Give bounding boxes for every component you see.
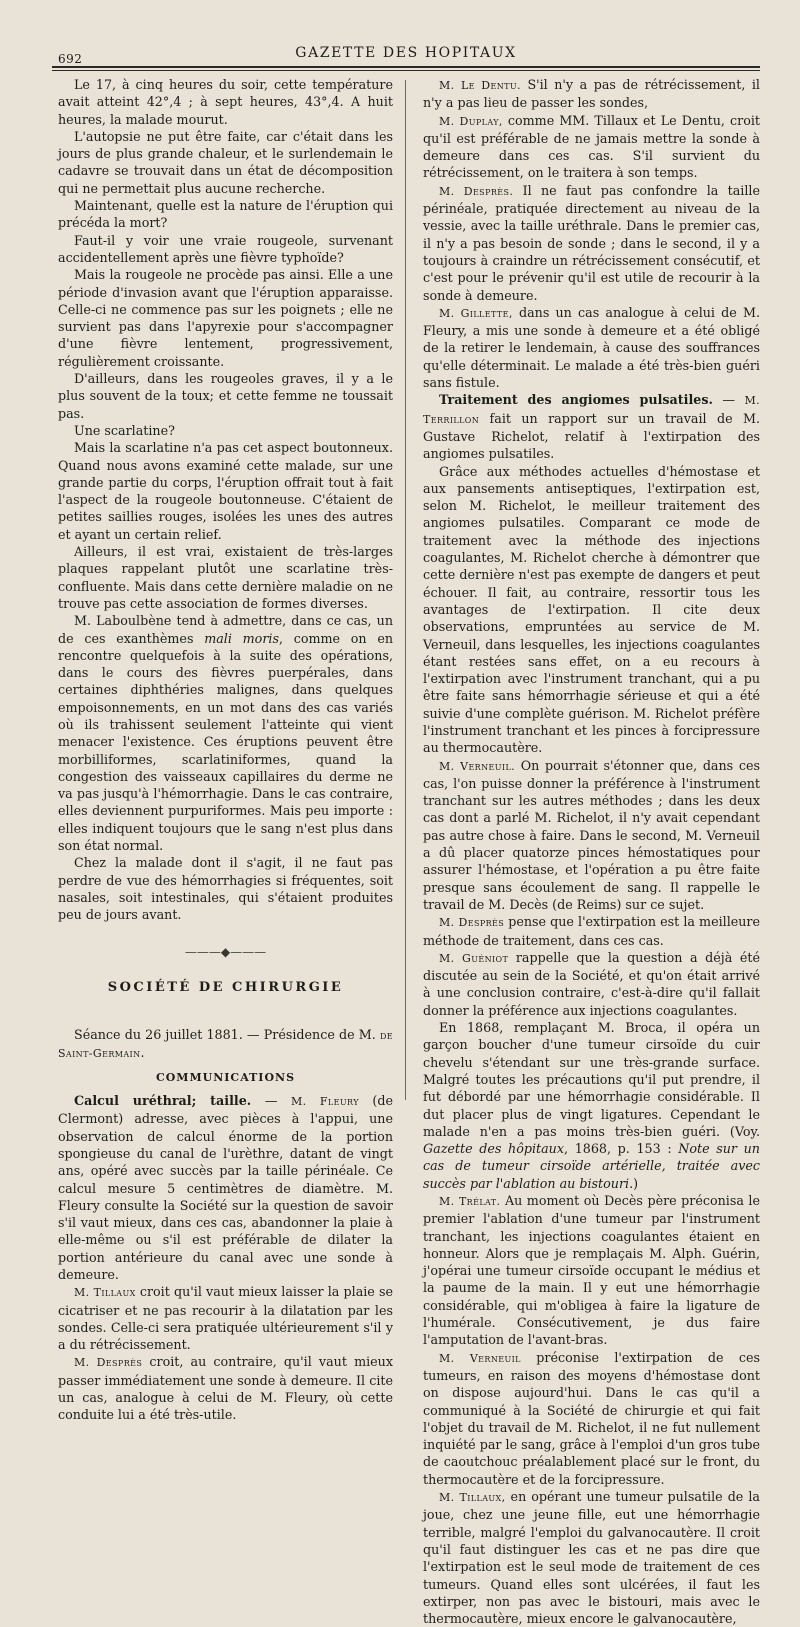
paragraph-text: M. Laboulbène tend à admettre, dans ce cas, un de ces exanthèmes (58, 613, 393, 646)
paragraph-text: fait un rapport sur un travail de M. Gustave Richelot, relatif à l'extirpation des angiomes pulsatiles. (423, 410, 760, 462)
paragraph-text: rappelle que la question a déjà été discutée au sein de la Société, et qu'on était arrivé à une conclusion contraire, c'est-à-dire qu'il fallait donner la préférence aux injections coagulantes. (423, 949, 761, 1018)
speaker-name: M. Verneuil (439, 1351, 521, 1365)
speaker-name: M. Tillaux, (439, 1491, 506, 1505)
paragraph: Chez la malade dont il s'agit, il ne faut pas perdre de vue des hémorrhagies si fréquentes, soit nasales, soit intestinales, qui s'étaient produites peu de jours avant. (58, 855, 393, 923)
speaker-name: M. Gillette, (439, 306, 513, 320)
speaker-name: M. Tillaux (74, 1286, 136, 1300)
paragraph-text: En 1868, remplaçant M. Broca, il opéra un garçon boucher d'une tumeur cirsoïde du cuir chevelu s'étendant sur une très-grande surface. Malgré toutes les précautions qu'il put prendre, il fut débordé par une hémorrhagie considérable. Il dut placer plus de vingt ligatures. Cependant le malade n'en a pas moins très-bien guéri. (Voy. (423, 1020, 760, 1139)
page-header (52, 42, 760, 66)
topic-heading: Calcul uréthral; taille. (74, 1093, 252, 1109)
paragraph-text: pense que l'extirpation est la meilleure méthode de traitement, dans ces cas. (423, 914, 761, 948)
paragraph-text: , comme on en rencontre quelquefois à la suite des opérations, dans le cours des fièvres puerpérales, dans certaines diphthéries malignes, dans quelques empoisonnements, en un mot dans des cas variés où ils trahissent seulement l'atteinte qui vient menacer l'existence. Ces éruptions peuvent être morbilliformes, scarlatiniformes, quand la congestion des vaisseaux capillaires du derme ne va pas jusqu'à l'hémorrhagie. Dans le cas contraire, elles deviennent purpuriformes. Mais peu importe : elles indiquent toujours que le sang n'est plus dans son état normal. (58, 630, 393, 854)
paragraph-text: croit qu'il vaut mieux laisser la plaie se cicatriser et ne pas recourir à la dilatation par les sondes. Celle-ci sera pratiquée ultérieurement s'il y a du rétrécissement. (58, 1284, 393, 1353)
paragraph: Traitement des angiomes pulsatiles. — M. Terrillon fait un rapport sur un travail de M. Gustave Richelot, relatif à l'extirpation des angiomes pulsatiles. (423, 392, 760, 462)
paragraph: Calcul uréthral; taille. — M. Fleury (de Clermont) adresse, avec pièces à l'appui, une observation de calcul énorme de la portion spongieuse du canal de l'urèthre, datant de vingt ans, opéré avec succès par la taille périnéale. Ce calcul mesure 5 centimètres de diamètre. M. Fleury consulte la Société sur la question de savoir s'il vaut mieux, dans ces cas, abandonner la plaie à elle-même ou s'il est préférable de dilater la portion antérieure du canal avec une sonde à demeure. (58, 1093, 393, 1282)
paragraph (423, 913, 760, 949)
paragraph: Le 17, à cinq heures du soir, cette température avait atteint 42°,4 ; à sept heures, 43°,4. A huit heures, la malade mourut. (58, 77, 393, 127)
paragraph (423, 1019, 760, 1192)
subheading: COMMUNICATIONS (155, 1070, 296, 1084)
topic-heading: Traitement des angiomes pulsatiles. (439, 392, 713, 408)
paragraph (423, 757, 760, 914)
paragraph: Ailleurs, il est vrai, existaient de très-larges plaques rappelant plutôt une scarlatine très-confluente. Mais dans cette dernière maladie on ne trouve pas cette association de formes diverses. (58, 544, 393, 611)
speaker-name: M. Terrillon (423, 394, 760, 426)
italic-citation: Note sur un cas de tumeur cirsoïde artérielle, traitée avec succès par l'ablation au bistouri (423, 1141, 760, 1191)
speaker-name: M. Desprès (74, 1356, 143, 1370)
paragraph-text: préconise l'extirpation de ces tumeurs, en raison des moyens d'hémostase dont on dispose aujourd'hui. Dans le cas qu'il a communiqué à la Société de chirurgie et qui fait l'objet du travail de M. Richelot, il ne fut nullement inquiété par le sang, grâce à l'emploi d'un gros tube de caoutchouc préalablement placé sur le front, du thermocautère et de la forcipressure. (423, 1349, 760, 1487)
president-name: de Saint-Germain (58, 1029, 393, 1061)
paragraph: Mais la rougeole ne procède pas ainsi. Elle a une période d'invasion avant que l'éruption apparaisse. Celle-ci ne commence pas sur les poignets ; elle ne survient pas dans l'apyrexie pour s'accompagner d'une fièvre lentement, progressivement, régulièrement croissante. (58, 267, 393, 369)
session-text: Séance du 26 juillet 1881. — Présidence de M. (74, 1027, 380, 1043)
right-column (423, 76, 760, 1627)
section-title: SOCIÉTÉ DE CHIRURGIE (107, 979, 344, 995)
speaker-name: M. Desprès. (439, 184, 514, 198)
paragraph (58, 612, 393, 854)
page-number: 692 (58, 52, 83, 66)
paragraph-text: .) (629, 1175, 639, 1191)
paragraph-text: Il ne faut pas confondre la taille périnéale, pratiquée directement au niveau de la vessie, avec la taille uréthrale. Dans le premier cas, il n'y a pas besoin de sonde ; dans le second, il y a toujours à craindre un rétrécissement consécutif, et c'est pour le prévenir qu'il est utile de recourir à la sonde à demeure. (423, 182, 760, 303)
paragraph (58, 1353, 393, 1423)
paragraph (423, 112, 760, 182)
italic-citation: Gazette des hôpitaux (423, 1141, 565, 1157)
paragraph (423, 182, 760, 304)
italic-term: mali moris (204, 630, 279, 646)
session-text: . (140, 1045, 145, 1061)
paragraph: Une scarlatine? (74, 422, 175, 438)
paragraph: L'autopsie ne put être faite, car c'était dans les jours de plus grande chaleur, et le surlendemain le cadavre se trouvait dans un état de décomposition qui ne permettait plus aucune recherche. (58, 128, 393, 196)
header-rule (52, 66, 760, 71)
paragraph (423, 1349, 760, 1488)
paragraph-text: comme MM. Tillaux et Le Dentu, croit qu'il est préférable de ne jamais mettre la sonde à demeure dans ces cas. S'il survient du rétrécissement, on le traitera à son temps. (423, 112, 760, 181)
speaker-name: M. Le Dentu. (439, 79, 521, 92)
paragraph-text: dans un cas analogue à celui de M. Fleury, a mis une sonde à demeure et a été obligé de la retirer le lendemain, à cause des souffrances qu'elle détermina​it. Le malade a été très-bien guéri sans fistule. (423, 304, 760, 391)
paragraph (423, 76, 760, 112)
paragraph: Maintenant, quelle est la nature de l'éruption qui précéda la mort? (58, 198, 393, 231)
journal-title: GAZETTE DES HOPITAUX (295, 45, 517, 61)
paragraph (423, 1192, 760, 1349)
paragraph-text: (de Clermont) adresse, avec pièces à l'appui, une observation de calcul énorme de la portion spongieuse du canal de l'urèthre, datant de vingt ans, opéré avec succès par la taille périnéale. Ce calcul mesure 5 centimètres de diamètre. M. Fleury consulte la Société sur la question de savoir s'il vaut mieux, dans ces cas, abandonner la plaie à elle-même ou s'il est préférable de dilater la portion antérieure du canal avec une sonde à demeure. (58, 1093, 393, 1282)
session-line (58, 1026, 393, 1063)
paragraph (58, 1283, 393, 1353)
paragraph-text: On pourrait s'étonner que, dans ces cas, l'on puisse donner la préférence à l'instrument tranchant sur les autres méthodes ; dans les deux cas dont a parlé M. Richelot, il n'y avait cependant pas autre chose à faire. Dans le second, M. Verneuil a dû placer quatorze pinces hémostatiques pour assurer l'hémostase, et l'opération a pu être faite presque sans écoulement de sang. Il rappelle le travail de M. Decès (de Reims) sur ce sujet. (423, 757, 760, 912)
paragraph (423, 949, 760, 1019)
paragraph-text: S'il n'y a pas de rétrécissement, il n'y a pas lieu de passer les sondes, (423, 77, 760, 111)
paragraph (423, 1488, 760, 1627)
paragraph (423, 304, 760, 391)
speaker-name: M. Duplay, (439, 114, 503, 128)
paragraph: Grâce aux méthodes actuelles d'hémostase et aux pansements antiseptiques, l'extirpation est, selon M. Richelot, le meilleur traitement des angiomes pulsatiles. Comparant ce mode de traitement avec la méthode des injections coagulantes, M. Richelot cherche à démontrer que cette dernière n'est pas exempte de dangers et peut échouer. Il fait, au contraire, ressortir tous les avantages de l'extirpation. Il cite deux observations, empruntées au service de M. Verneuil, dans lesquelles, les injections coagulantes étant restées sans effet, on a eu recours à l'extirpation avec l'instrument tranchant, qui a pu être faite sans hémorrhagie sérieuse et qui a été suivie d'une complète guérison. M. Richelot préfère l'instrument tranchant et les pinces à forcipressure au thermocautère. (423, 463, 760, 756)
speaker-name: M. Guéniot (439, 951, 509, 965)
left-column (58, 76, 393, 1424)
paragraph-text: en opérant une tumeur pulsatile de la joue, chez une jeune fille, eut une hémorrhagie terrible, malgré l'emploi du galvanocautère. Il croit qu'il faut distinguer les cas et ne pas dire que l'extirpation est le seul mode de traitement de ces tumeurs. Quand elles sont ulcérées, il faut les extirper, non pas avec le bistouri, mais avec le thermocautère, mieux encore le galvanocautère, (423, 1489, 760, 1627)
paragraph-text: croit, au contraire, qu'il vaut mieux passer immédiatement une sonde à demeure. Il cite un cas, analogue à celui de M. Fleury, où cette conduite lui a été très-utile. (58, 1354, 394, 1423)
section-ornament: ———◆——— (184, 944, 267, 959)
speaker-name: M. Desprès (439, 916, 505, 930)
speaker-name: M. Trélat. (439, 1195, 501, 1208)
paragraph: Mais la scarlatine n'a pas cet aspect boutonneux. Quand nous avons examiné cette malade, sur une grande partie du corps, l'éruption offrait tout à fait l'aspect de la rougeole boutonneuse. C'étaient de petites saillies rouges, isolées les unes des autres et ayant un certain relief. (58, 440, 393, 542)
speaker-name: M. Verneuil. (439, 759, 516, 773)
paragraph: D'ailleurs, dans les rougeoles graves, il y a le plus souvent de la toux; et cette femme ne toussait pas. (58, 371, 393, 421)
paragraph-text: Au moment où Decès père préconisa le premier l'ablation d'une tumeur par l'instrument tranchant, les injections coagulantes étaient en honneur. Alors que je remplaçais M. Alph. Guérin, j'opérai une tumeur cirsoïde occupant le médius et la paume de la main. Il y eut une hémorrhagie considérable, qui m'obligea à faire la ligature de l'humérale. Consécutivement, je dus faire l'amputation de l'avant-bras. (423, 1193, 760, 1348)
paragraph-text: , 1868, p. 153 : (564, 1141, 679, 1157)
column-divider (405, 80, 406, 1100)
paragraph: Faut-il y voir une vraie rougeole, survenant accidentellement après une fièvre typhoïde? (58, 232, 393, 265)
speaker-name: M. Fleury (290, 1095, 359, 1109)
